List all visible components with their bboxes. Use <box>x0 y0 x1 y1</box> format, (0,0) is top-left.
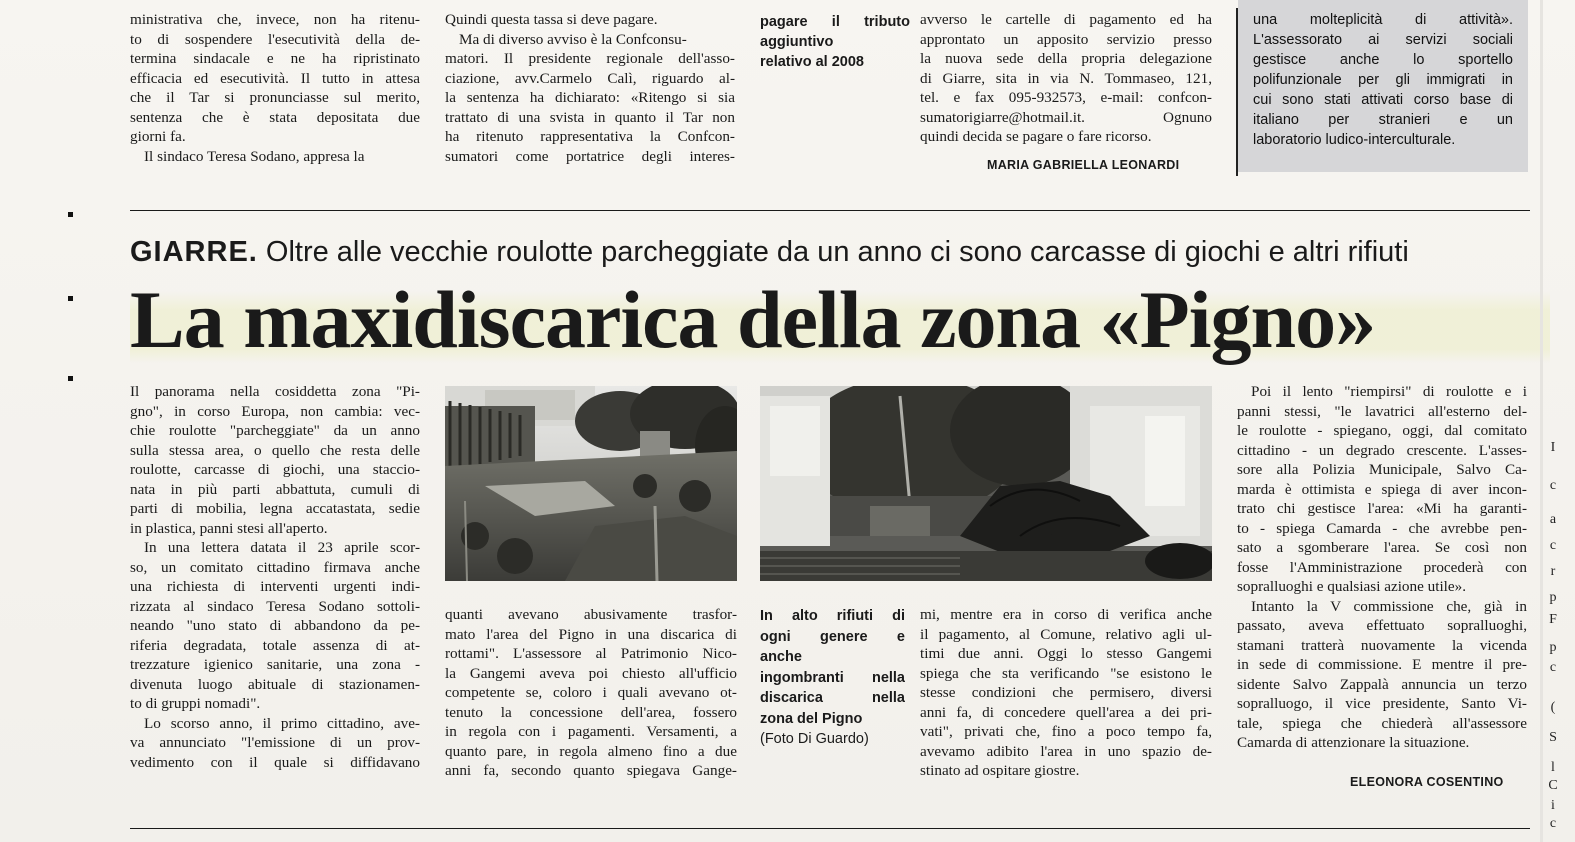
text-line: to di gruppi nomadi". <box>130 695 261 712</box>
main-col2 <box>445 605 737 781</box>
text-line: in plastica, panni stesi all'aperto. <box>130 519 328 537</box>
edge-letter: p <box>1549 590 1557 605</box>
text-line: riferia degradata, totale assenza di at- <box>130 636 420 654</box>
text-line: marda è ottimista e spiega di aver incon- <box>1237 480 1527 498</box>
text-line: ciazione, avv.Carmelo Calì, riguardo al- <box>445 69 735 87</box>
top-col2-first: Quindi questa tassa si deve pagare. <box>445 11 658 28</box>
edge-letter: C <box>1548 778 1558 793</box>
text-line: di Giarre, sita in via N. Tommaseo, 121, <box>920 69 1212 87</box>
edge-letter: c <box>1549 538 1557 553</box>
text-line: Camarda di attenzionare la situazione. <box>1237 734 1470 751</box>
bottom-rule <box>130 828 1530 829</box>
caption-line: In alto rifiuti di <box>760 608 905 624</box>
sidebar-text <box>1253 10 1513 150</box>
caption-line: discarica nella <box>760 690 905 706</box>
text-line: sentenza che è stata depositata due <box>130 108 420 126</box>
section-divider <box>130 210 1530 211</box>
text-line: stamani tratterà nuovamente la vicenda <box>1237 636 1527 654</box>
edge-letter: i <box>1551 798 1555 813</box>
caption-line: ogni genere e <box>760 628 905 645</box>
caption-line: zona del Pigno <box>760 710 863 727</box>
text-line: trattato di una svista in quanto il Tar non <box>445 108 735 126</box>
photo-left-image <box>445 386 737 581</box>
main-col5 <box>1237 382 1527 753</box>
text-line: Il panorama nella cosiddetta zona "Pi- <box>130 383 420 400</box>
main-col1 <box>130 382 420 772</box>
text-line: mi, mentre era in corso di verifica anche <box>920 606 1212 623</box>
text-line: in sede di commissione. E mentre il pre- <box>1237 656 1527 673</box>
text-line: sumatori come portatrice degli interes- <box>445 147 735 165</box>
edge-letter: a <box>1549 512 1557 527</box>
text-line: avverso le cartelle di pagamento ed ha <box>920 11 1212 28</box>
edge-letter: ( <box>1550 700 1556 715</box>
text-line: nata in più parti abbattuta, cumuli di <box>130 480 420 498</box>
sidebar-line: una molteplicità di attività». <box>1253 12 1513 28</box>
photo-caption <box>760 606 905 750</box>
text-line: il pagamento, al Comune, relativo agli ul- <box>920 625 1212 643</box>
text-line: divenuta luogo abituale di stazionamen- <box>130 675 420 693</box>
text-line: quanti avevano abusivamente trasfor- <box>445 606 737 623</box>
sidebar-line: laboratorio ludico-interculturale. <box>1253 132 1456 148</box>
text-line: tale, spiega che chiederà all'assessore <box>1237 714 1527 732</box>
text-line: efficacia ed esecutività. Il tutto in attesa <box>130 69 420 87</box>
text-line: la Gangemi aveva poi chiesto all'ufficio <box>445 664 737 682</box>
text-line: fosse l'Amministrazione procederà con <box>1237 558 1527 576</box>
text-line: spiega che sta verificando "se esistono le <box>920 664 1212 682</box>
edge-letter: c <box>1549 816 1557 831</box>
text-line: tenuto la concessione dell'area, fossero <box>445 703 737 721</box>
text-line: timi due anni. Oggi lo stesso Gangemi <box>920 645 1212 662</box>
sidebar-line: italiano per stranieri e un <box>1253 112 1513 128</box>
text-line: stesse condizioni che permisero, diversi <box>920 684 1212 701</box>
text-line: matori. Il presidente regionale dell'asso- <box>445 50 735 67</box>
caption-line: anche <box>760 649 802 665</box>
text-line: to di sospendere l'esecutività della de- <box>130 30 420 48</box>
edge-letter: p <box>1549 640 1557 655</box>
text-line: stinato ad ospitare giostre. <box>920 762 1080 779</box>
top-article-col4 <box>920 10 1212 147</box>
caption-line: relativo al 2008 <box>760 54 864 70</box>
kicker <box>130 232 1530 272</box>
top-col2-para: Ma di diverso avviso è la Confconsu- <box>459 30 687 48</box>
top-article-col2 <box>445 10 735 166</box>
text-line: ha ritenuto rappresentativa la Confcon- <box>445 128 735 145</box>
text-line: trezzature igienico sanitarie, una zona - <box>130 656 420 673</box>
text-line: quindi decida se pagare o fare ricorso. <box>920 128 1152 145</box>
text-line: ministrativa che, invece, non ha ritenu- <box>130 11 420 28</box>
text-line: rottami". L'assessore al Patrimonio Nico- <box>445 645 737 662</box>
photo-left <box>445 386 737 581</box>
top-byline: MARIA GABRIELLA LEONARDI <box>987 158 1180 172</box>
text-line: termina sindacale e ne ha ripristinato <box>130 50 420 67</box>
text-line: roulotte, carcasse di giochi, una staccio- <box>130 461 420 478</box>
edge-letter: F <box>1549 612 1557 627</box>
text-line: sato a sgomberare l'area. Se così non <box>1237 539 1527 556</box>
text-line: le roulotte - spiegano, oggi, dal comitato <box>1237 422 1527 439</box>
headline: La maxidiscarica della zona «Pigno» <box>130 272 1550 368</box>
text-line: la sentenza ha dichiarato: «Ritengo si sia <box>445 89 735 106</box>
right-edge-rule <box>1540 0 1543 842</box>
text-line: neando "uno stato di abbandono da pe- <box>130 617 420 634</box>
text-line: Lo scorso anno, il primo cittadino, ave- <box>144 714 420 732</box>
text-line: rizzata al sindaco Teresa Sodano sottoli- <box>130 597 420 615</box>
kicker-text: Oltre alle vecchie roulotte parcheggiate da un anno ci sono carcasse di giochi e altri rifiuti <box>257 236 1409 268</box>
edge-letter: c <box>1549 478 1557 493</box>
kicker-place: GIARRE. <box>130 236 258 268</box>
text-line: approntato un apposito servizio presso <box>920 30 1212 48</box>
text-line: sumatorigiarre@hotmail.it. Ognuno <box>920 108 1212 126</box>
top-article-col1 <box>130 10 420 166</box>
sidebar-line: polifunzionale per gli immigrati in <box>1253 72 1513 88</box>
caption-line: aggiuntivo <box>760 34 834 50</box>
text-line: va annunciato "l'emissione di un prov- <box>130 734 420 751</box>
sidebar-line: cui sono stati attivati corso base di <box>1253 92 1513 108</box>
text-line: vati", privati che, fino a poco tempo fa, <box>920 723 1212 740</box>
text-line: avevamo adibito l'area in uno spazio de- <box>920 742 1212 760</box>
edge-letter: S <box>1549 730 1557 745</box>
edge-letter: l <box>1551 760 1555 775</box>
text-line: chie roulotte "parcheggiate" da un anno <box>130 422 420 439</box>
text-line: Intanto la V commissione che, già in <box>1251 597 1527 615</box>
main-byline: ELEONORA COSENTINO <box>1350 775 1504 789</box>
text-line: quanto pare, in regola almeno fino a due <box>445 742 737 760</box>
text-line: trato chi gestisce l'area: «Mi ha garanti- <box>1237 500 1527 517</box>
margin-mark <box>68 376 73 381</box>
text-line: sopralluoghi e qualsiasi azione utile». <box>1237 578 1467 595</box>
text-line: la nuova sede della propria delegazione <box>920 50 1212 67</box>
edge-letter: c <box>1549 660 1557 675</box>
text-line: vedimento con il quale si diffidavano <box>130 753 420 771</box>
margin-mark <box>68 296 73 301</box>
text-line: in regola con i pagamenti. Versamenti, a <box>445 723 737 740</box>
sidebar-line: L'assessorato ai servizi sociali <box>1253 32 1513 48</box>
text-line: sulla stessa area, o quello che resta delle <box>130 441 420 459</box>
text-line: to - spiega Camarda - che avrebbe pen- <box>1237 519 1527 537</box>
top-caption <box>760 12 910 72</box>
main-col4 <box>920 605 1212 781</box>
text-line: anni fa, di concedere quell'area a dei pri- <box>920 703 1212 721</box>
edge-letter: r <box>1550 564 1556 579</box>
text-line: anni fa, secondo quanto spiegava Gange- <box>445 762 737 779</box>
text-line: so, un comitato cittadino firmava anche <box>130 558 420 576</box>
text-line: sore alla Polizia Municipale, Salvo Ca- <box>1237 461 1527 478</box>
text-line: gno", in corso Europa, non cambia: vec- <box>130 402 420 420</box>
text-line: sopralluogo, il vice presidente, Santo Vi- <box>1237 695 1527 712</box>
top-col1-last: Il sindaco Teresa Sodano, appresa la <box>144 147 365 165</box>
text-line: sidente Salvo Zappalà annuncia un terzo <box>1237 675 1527 693</box>
text-line: giorni fa. <box>130 128 186 145</box>
margin-mark <box>68 212 73 217</box>
text-line: panni stessi, "le lavatrici all'esterno del- <box>1237 402 1527 420</box>
caption-line: ingombranti nella <box>760 669 905 686</box>
edge-letter: I <box>1550 440 1556 455</box>
text-line: che il Tar si pronunciasse sul merito, <box>130 89 420 106</box>
text-line: mato l'area del Pigno in una discarica di <box>445 625 737 643</box>
text-line: Poi il lento "riempirsi" di roulotte e i <box>1251 383 1527 400</box>
sidebar-line: gestisce anche lo sportello <box>1253 52 1513 68</box>
text-line: passato, aveva effettuato sopralluoghi, <box>1237 617 1527 634</box>
text-line: tel. e fax 095-932573, e-mail: confcon- <box>920 89 1212 106</box>
text-line: una richiesta di interventi urgenti indi- <box>130 578 420 595</box>
text-line: cittadino - un degrado crescente. L'asses- <box>1237 441 1527 459</box>
text-line: In una lettera datata il 23 aprile scor- <box>144 539 420 556</box>
photo-credit: (Foto Di Guardo) <box>760 731 869 747</box>
photo-right <box>760 386 1212 581</box>
caption-line: pagare il tributo <box>760 14 910 30</box>
text-line: parti di mobilia, legna accatastata, sedie <box>130 500 420 517</box>
photo-right-image <box>760 386 1212 581</box>
text-line: competente se, coloro i quali avevano ot- <box>445 684 737 701</box>
